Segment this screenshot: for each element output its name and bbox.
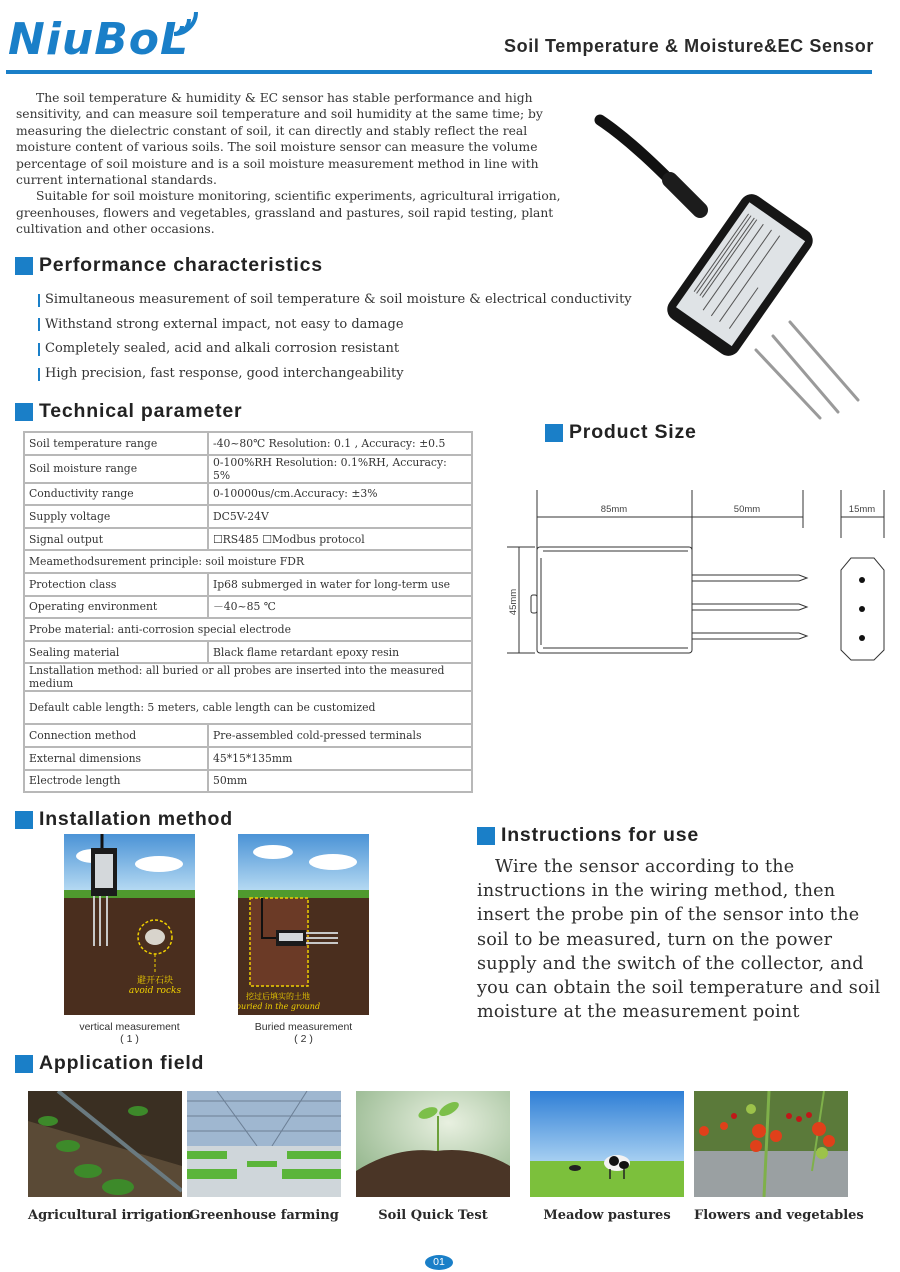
logo-text: NiuBoL bbox=[8, 14, 190, 65]
application-caption: Agricultural irrigation bbox=[28, 1208, 192, 1223]
flowers-vegetables-image bbox=[694, 1091, 848, 1197]
installation-item-vertical bbox=[64, 834, 195, 1045]
technical-parameter-table bbox=[23, 431, 473, 793]
overlay-en-label: avoid rocks bbox=[128, 986, 182, 996]
table-row: Electrode length 50mm bbox=[24, 770, 472, 793]
table-row: Supply voltage DC5V-24V bbox=[24, 505, 472, 528]
intro-paragraph: Suitable for soil moisture monitoring, scientific experiments, agricultural irrigation, greenhouses, flowers and vegetables, grassland and pastures, soil rapid testing, plant cultivation and other occasions. bbox=[16, 189, 561, 237]
section-marker-icon bbox=[15, 811, 33, 829]
table-row: Default cable length: 5 meters, cable length can be customized bbox=[24, 691, 472, 724]
wireless-signal-icon bbox=[168, 8, 204, 44]
installation-index: ( 2 ) bbox=[294, 1033, 313, 1045]
table-row: Conductivity range 0-10000us/cm.Accuracy: ±3% bbox=[24, 483, 472, 506]
section-marker-icon bbox=[545, 424, 563, 442]
section-marker-icon bbox=[477, 827, 495, 845]
greenhouse-farming-image bbox=[187, 1091, 341, 1197]
bullet-bar-icon bbox=[38, 318, 40, 331]
application-item bbox=[28, 1091, 192, 1223]
table-row: External dimensions 45*15*135mm bbox=[24, 747, 472, 770]
section-marker-icon bbox=[15, 257, 33, 275]
table-row: Sealing material Black flame retardant epoxy resin bbox=[24, 641, 472, 664]
application-item bbox=[530, 1091, 684, 1223]
overlay-cn-label: 挖过后填实的土地 bbox=[246, 992, 310, 1001]
performance-section-header bbox=[15, 254, 323, 277]
installation-section-header bbox=[15, 808, 233, 831]
bullet-bar-icon bbox=[38, 294, 40, 307]
application-item bbox=[694, 1091, 864, 1223]
application-caption: Meadow pastures bbox=[543, 1208, 671, 1223]
dimension-probe-length: 50mm bbox=[733, 504, 761, 515]
intro-text bbox=[16, 90, 576, 238]
section-title: Product Size bbox=[569, 421, 697, 443]
application-item bbox=[356, 1091, 510, 1223]
table-row: Lnstallation method: all buried or all probes are inserted into the measured medium bbox=[24, 663, 472, 691]
application-caption: Greenhouse farming bbox=[189, 1208, 339, 1223]
vertical-installation-image bbox=[64, 834, 195, 1015]
application-caption: Flowers and vegetables bbox=[694, 1208, 864, 1223]
document-title: Soil Temperature & Moisture&EC Sensor bbox=[504, 36, 874, 56]
list-item: High precision, fast response, good interchangeability bbox=[38, 362, 632, 387]
section-title: Installation method bbox=[39, 808, 233, 830]
dimension-height: 45mm bbox=[508, 588, 519, 616]
list-item: Completely sealed, acid and alkali corrosion resistant bbox=[38, 337, 632, 362]
sensor-product-image bbox=[590, 100, 890, 420]
intro-paragraph: The soil temperature & humidity & EC sensor has stable performance and high sensitivity, and can measure soil temperature and soil humidity at the same time; by measuring the dielectric constant of soil, it can directly and stably reflect the real moisture content of various soils. The soil moisture sensor can measure the volume percentage of soil moisture and is a soil moisture measurement method in line with current international standards. bbox=[16, 91, 543, 188]
dimension-body-length: 85mm bbox=[600, 504, 628, 515]
section-title: Application field bbox=[39, 1052, 205, 1074]
table-row: Soil temperature range -40~80℃ Resolution: 0.1 , Accuracy: ±0.5 bbox=[24, 432, 472, 455]
section-marker-icon bbox=[15, 1055, 33, 1073]
agricultural-irrigation-image bbox=[28, 1091, 182, 1197]
page-number-badge: 01 bbox=[425, 1255, 453, 1270]
table-row: Soil moisture range 0-100%RH Resolution: 0.1%RH, Accuracy: 5% bbox=[24, 455, 472, 483]
bullet-bar-icon bbox=[38, 343, 40, 356]
application-section-header bbox=[15, 1052, 204, 1075]
soil-quick-test-image bbox=[356, 1091, 510, 1197]
list-item: Withstand strong external impact, not easy to damage bbox=[38, 313, 632, 338]
overlay-en-label: buried in the ground bbox=[238, 1002, 321, 1011]
list-item: Simultaneous measurement of soil temperature & soil moisture & electrical conductivity bbox=[38, 288, 632, 313]
dimension-thickness: 15mm bbox=[848, 504, 876, 515]
installation-caption: vertical measurement bbox=[79, 1021, 180, 1033]
instructions-section-header bbox=[477, 824, 699, 847]
table-row: Protection class Ip68 submerged in water for long-term use bbox=[24, 573, 472, 596]
section-marker-icon bbox=[15, 403, 33, 421]
meadow-pastures-image bbox=[530, 1091, 684, 1197]
table-row: Meamethodsurement principle: soil moisture FDR bbox=[24, 550, 472, 573]
table-row: Connection method Pre-assembled cold-pressed terminals bbox=[24, 724, 472, 747]
application-item bbox=[187, 1091, 341, 1223]
bullet-bar-icon bbox=[38, 368, 40, 381]
table-row: Operating environment －40~85 ℃ bbox=[24, 596, 472, 619]
technical-section-header bbox=[15, 400, 242, 423]
performance-list bbox=[38, 288, 632, 386]
installation-caption: Buried measurement bbox=[254, 1021, 353, 1033]
overlay-cn-label: 避开石块 bbox=[136, 976, 174, 986]
section-title: Performance characteristics bbox=[39, 254, 323, 276]
installation-item-buried bbox=[238, 834, 369, 1045]
application-caption: Soil Quick Test bbox=[378, 1208, 488, 1223]
instructions-text: Wire the sensor according to the instructions in the wiring method, then insert the probe pin of the sensor into the soil to be measured, turn on the power supply and the switch of the collector, and you can obtain the soil temperature and soil moisture at the measurement point bbox=[477, 857, 881, 1023]
buried-installation-image bbox=[238, 834, 369, 1015]
header-divider bbox=[6, 70, 872, 74]
product-dimension-diagram bbox=[505, 490, 895, 670]
section-title: Instructions for use bbox=[501, 824, 700, 846]
table-row: Probe material: anti-corrosion special electrode bbox=[24, 618, 472, 641]
installation-index: ( 1 ) bbox=[120, 1033, 139, 1045]
table-row: Signal output ☐RS485 ☐Modbus protocol bbox=[24, 528, 472, 551]
product-size-section-header bbox=[545, 421, 697, 444]
brand-logo bbox=[8, 14, 189, 66]
section-title: Technical parameter bbox=[39, 400, 243, 422]
